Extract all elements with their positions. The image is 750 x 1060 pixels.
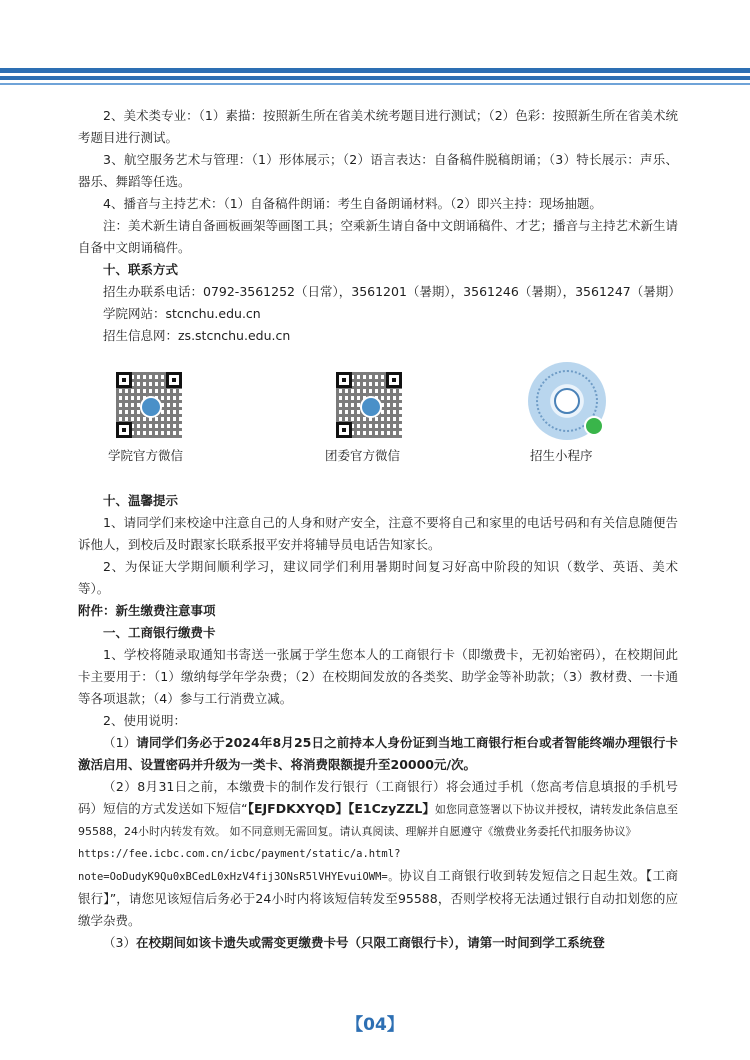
contact-heading: 十、联系方式 — [103, 262, 179, 277]
contact-phone: 招生办联系电话：0792-3561252（日常），3561201（暑期），3561246（暑期），3561247（暑期） — [103, 284, 681, 299]
tips-paragraph-2: 2、为保证大学期间顺利学习，建议同学们利用暑期时间复习好高中阶段的知识（数学、英语、美术等）。 — [78, 559, 678, 596]
header-stripe-2 — [0, 76, 750, 80]
usage-item-2-tail: 协议自工商银行收到转发短信之日起生效。【工商银行】”，请您见该短信后务必于24小时内将该短信转发至95588，否则学校将无法通过银行自动扣划您的应缴学杂费。 — [78, 868, 678, 928]
usage-item-1-number: （1） — [103, 735, 137, 750]
header-stripe-3 — [0, 83, 750, 85]
page-content-bottom — [78, 490, 678, 954]
broadcast-major-paragraph: 4、播音与主持艺术：（1）自备稿件朗诵：考生自备朗诵材料。（2）即兴主持：现场抽题。 — [103, 196, 602, 211]
page-content-top — [78, 105, 681, 347]
usage-item-3-text: 在校期间如该卡遗失或需变更缴费卡号（只限工商银行卡），请第一时间到学工系统登 — [135, 935, 605, 950]
sms-code-2: 【E1CzyZZL】 — [348, 801, 435, 816]
youth-league-wechat-qr-icon — [336, 372, 402, 438]
college-wechat-label: 学院官方微信 — [108, 448, 184, 463]
art-major-paragraph: 2、美术类专业：（1）素描：按照新生所在省美术统考题目进行测试；（2）色彩：按照新生所在省美术统考题目进行测试。 — [78, 108, 678, 145]
college-wechat-qr-icon — [116, 372, 182, 438]
page-number: 【04】 — [346, 1015, 404, 1035]
qr-code-row — [78, 362, 678, 472]
tips-paragraph-1: 1、请同学们来校途中注意自己的人身和财产安全，注意不要将自己和家里的电话号码和有关信息随便告诉他人，到校后及时跟家长联系报平安并将辅导员电话告知家长。 — [78, 515, 678, 552]
usage-item-2 — [78, 776, 678, 842]
header-stripe-1 — [0, 68, 750, 73]
contact-admission-site: 招生信息网：zs.stcnchu.edu.cn — [103, 328, 291, 343]
usage-item-3-number: （3） — [103, 935, 136, 950]
appendix-section-1-heading: 一、工商银行缴费卡 — [103, 625, 216, 640]
agreement-link[interactable]: https://fee.icbc.com.cn/icbc/payment/static/a.html?note=OoDudyK9Qu0xBCedL0xHzV4fij3ONsR5lVHYEvuiOWM=。 — [78, 848, 401, 883]
note-paragraph: 注：美术新生请自备画板画架等画图工具；空乘新生请自备中文朗诵稿件、才艺；播音与主持艺术新生请自备中文朗诵稿件。 — [78, 218, 679, 255]
usage-item-2-intro: （2）8月31日之前，本缴费卡的制作发行银行（工商银行）将会通过手机（您高考信息填报的手机号码）短信的方式发送如下短信“ — [78, 779, 678, 816]
admission-miniprogram-label: 招生小程序 — [530, 448, 593, 463]
youth-league-wechat-label: 团委官方微信 — [325, 448, 401, 463]
usage-item-2-continued — [78, 842, 678, 932]
usage-item-3 — [78, 932, 678, 954]
usage-item-1 — [78, 732, 678, 776]
appendix-paragraph-2: 2、使用说明： — [103, 713, 186, 728]
sms-message-text: 如您同意签署以下协议并授权，请转发此条信息至95588，24小时内转发有效。 如不同意则无需回复。请认真阅读、理解并自愿遵守《缴费业务委托代扣服务协议》 — [78, 803, 678, 838]
usage-item-1-text: 请同学们务必于2024年8月25日之前持本人身份证到当地工商银行柜台或者智能终端办理银行卡激活启用、设置密码并升级为一类卡、将消费限额提升至20000元/次。 — [78, 735, 679, 772]
sms-code-1: 【EJFDKXYQD】 — [247, 801, 349, 816]
appendix-title: 附件：新生缴费注意事项 — [78, 603, 216, 618]
tips-heading: 十、温馨提示 — [103, 493, 179, 508]
flight-major-paragraph: 3、航空服务艺术与管理：（1）形体展示；（2）语言表达：自备稿件脱稿朗诵；（3）特长展示：声乐、器乐、舞蹈等任选。 — [78, 152, 678, 189]
admission-miniprogram-code-icon — [528, 362, 606, 440]
appendix-paragraph-1: 1、学校将随录取通知书寄送一张属于学生您本人的工商银行卡（即缴费卡，无初始密码），在校期间此卡主要用于：（1）缴纳每学年学杂费；（2）在校期间发放的各类奖、助学金等补助款；（3）教材费、一卡通等各项退款；（4）参与工行消费立减。 — [78, 647, 678, 706]
contact-website: 学院网站：stcnchu.edu.cn — [103, 306, 261, 321]
